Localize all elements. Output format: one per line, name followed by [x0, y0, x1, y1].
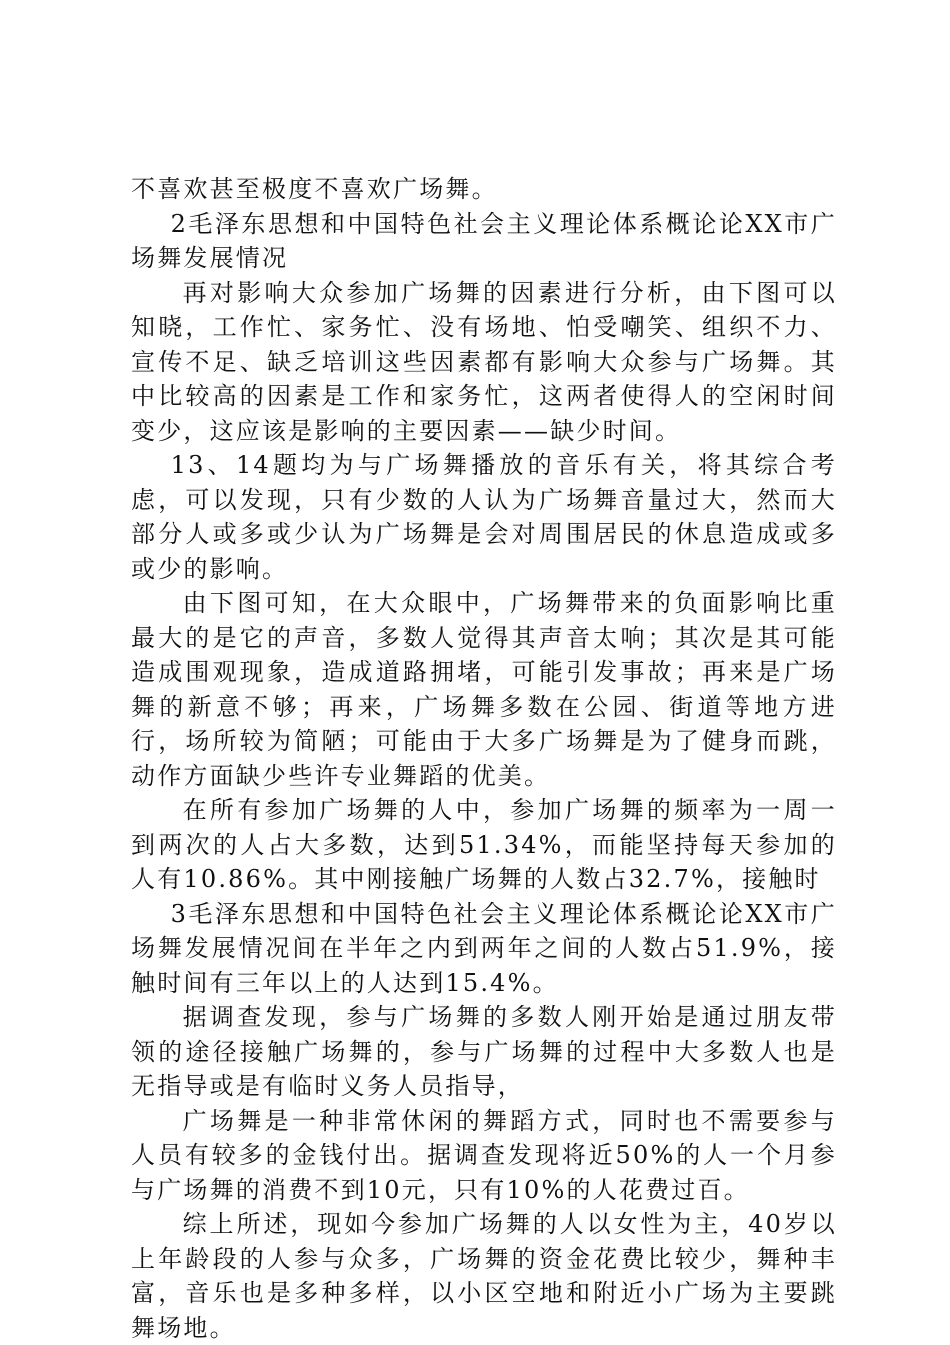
paragraph-1: 不喜欢甚至极度不喜欢广场舞。: [131, 175, 498, 203]
paragraph-5: 由下图可知，在大众眼中，广场舞带来的负面影响比重最大的是它的声音，多数人觉得其声音太响；其次是其可能造成围观现象，造成道路拥堵，可能引发事故；再来是广场舞的新意不够；再来，广场舞多数在公园、街道等地方进行，场所较为简陋；可能由于大多广场舞是为了健身而跳，动作方面缺少些许专业舞蹈的优美。: [131, 589, 837, 790]
section-heading-2: 2毛泽东思想和中国特色社会主义理论体系概论论XX市广场舞发展情况: [131, 209, 837, 272]
paragraph-10: 综上所述，现如今参加广场舞的人以女性为主，40岁以上年龄段的人参与众多，广场舞的资金花费比较少，舞种丰富，音乐也是多种多样，以小区空地和附近小广场为主要跳舞场地。: [131, 1210, 837, 1342]
paragraph-4: 13、14题均为与广场舞播放的音乐有关，将其综合考虑，可以发现，只有少数的人认为广场舞音量过大，然而大部分人或多或少认为广场舞是会对周围居民的休息造成或多或少的影响。: [131, 451, 837, 583]
paragraph-6: 在所有参加广场舞的人中，参加广场舞的频率为一周一到两次的人占大多数，达到51.34%，而能坚持每天参加的人有10.86%。其中刚接触广场舞的人数占32.7%，接触时: [131, 796, 837, 893]
section-heading-3: 3毛泽东思想和中国特色社会主义理论体系概论论XX市广场舞发展情况间在半年之内到两年之间的人数占51.9%，接触时间有三年以上的人达到15.4%。: [131, 899, 837, 997]
paragraph-8: 据调查发现，参与广场舞的多数人刚开始是通过朋友带领的途径接触广场舞的，参与广场舞的过程中大多数人也是无指导或是有临时义务人员指导，: [131, 1003, 837, 1100]
paragraph-9: 广场舞是一种非常休闲的舞蹈方式，同时也不需要参与人员有较多的金钱付出。据调查发现将近50%的人一个月参与广场舞的消费不到10元，只有10%的人花费过百。: [131, 1106, 837, 1204]
document-body: [131, 172, 837, 1345]
paragraph-3: 再对影响大众参加广场舞的因素进行分析，由下图可以知晓，工作忙、家务忙、没有场地、怕受嘲笑、组织不力、宣传不足、缺乏培训这些因素都有影响大众参与广场舞。其中比较高的因素是工作和家务忙，这两者使得人的空闲时间变少，这应该是影响的主要因素——缺少时间。: [131, 278, 837, 445]
